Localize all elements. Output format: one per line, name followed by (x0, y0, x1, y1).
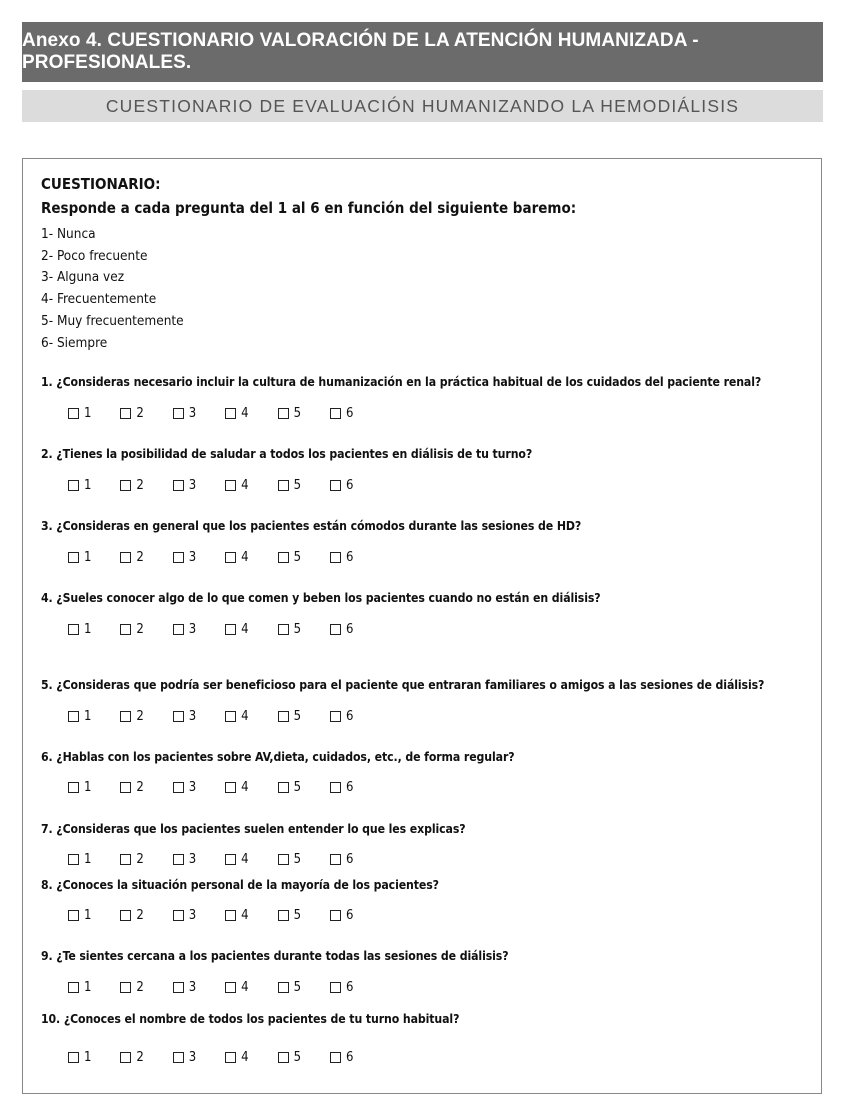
option-label: 3 (188, 708, 197, 724)
checkbox-icon[interactable] (330, 982, 341, 993)
option-10-1[interactable] (68, 1049, 120, 1065)
checkbox-icon[interactable] (120, 711, 131, 722)
option-8-1[interactable] (68, 907, 120, 923)
option-3-3[interactable] (173, 549, 225, 565)
option-6-6[interactable] (330, 779, 382, 795)
answer-options-2 (68, 477, 382, 493)
checkbox-icon[interactable] (225, 910, 236, 921)
option-label: 1 (84, 549, 92, 565)
answer-options-5 (68, 708, 382, 724)
option-4-4[interactable] (225, 621, 277, 637)
option-2-2[interactable] (120, 477, 172, 493)
option-10-3[interactable] (173, 1049, 225, 1065)
checkbox-icon[interactable] (120, 408, 131, 419)
option-label: 4 (241, 779, 249, 795)
option-10-4[interactable] (225, 1049, 277, 1065)
checkbox-icon[interactable] (330, 711, 341, 722)
option-label: 6 (345, 477, 354, 493)
option-label: 4 (241, 851, 249, 867)
option-2-6[interactable] (330, 477, 382, 493)
question-5: 5. ¿Consideras que podría ser beneficioso para el paciente que entraran familiares o amigos a las sesiones de diálisis? (41, 678, 765, 692)
checkbox-icon[interactable] (330, 408, 341, 419)
option-label: 6 (345, 708, 354, 724)
option-label: 1 (84, 979, 92, 995)
checkbox-icon[interactable] (68, 552, 79, 563)
option-label: 5 (293, 405, 302, 421)
question-6: 6. ¿Hablas con los pacientes sobre AV,dieta, cuidados, etc., de forma regular? (41, 750, 515, 764)
question-10: 10. ¿Conoces el nombre de todos los pacientes de tu turno habitual? (41, 1012, 460, 1026)
question-9: 9. ¿Te sientes cercana a los pacientes durante todas las sesiones de diálisis? (41, 949, 509, 963)
option-4-1[interactable] (68, 621, 120, 637)
option-8-5[interactable] (278, 907, 330, 923)
option-6-5[interactable] (278, 779, 330, 795)
option-label: 6 (345, 1049, 354, 1065)
answer-options-7 (68, 851, 382, 867)
checkbox-icon[interactable] (225, 982, 236, 993)
question-7: 7. ¿Consideras que los pacientes suelen entender lo que les explicas? (41, 822, 466, 836)
option-label: 1 (84, 851, 92, 867)
option-label: 5 (293, 907, 302, 923)
option-label: 3 (188, 1049, 197, 1065)
checkbox-icon[interactable] (330, 782, 341, 793)
option-label: 5 (293, 708, 302, 724)
option-10-5[interactable] (278, 1049, 330, 1065)
questionnaire-heading: CUESTIONARIO: (41, 175, 161, 193)
option-label: 2 (136, 979, 144, 995)
answer-options-8 (68, 907, 382, 923)
option-label: 2 (136, 549, 144, 565)
checkbox-icon[interactable] (120, 552, 131, 563)
option-1-2[interactable] (120, 405, 172, 421)
checkbox-icon[interactable] (225, 1052, 236, 1063)
checkbox-icon[interactable] (278, 408, 289, 419)
option-label: 2 (136, 1049, 144, 1065)
question-8: 8. ¿Conoces la situación personal de la mayoría de los pacientes? (41, 878, 439, 892)
option-label: 2 (136, 708, 144, 724)
option-7-5[interactable] (278, 851, 330, 867)
option-label: 6 (345, 621, 354, 637)
checkbox-icon[interactable] (173, 552, 184, 563)
checkbox-icon[interactable] (330, 1052, 341, 1063)
option-label: 1 (84, 405, 92, 421)
option-label: 6 (345, 979, 354, 995)
question-3: 3. ¿Consideras en general que los pacientes están cómodos durante las sesiones de HD? (41, 519, 582, 533)
checkbox-icon[interactable] (278, 552, 289, 563)
option-4-5[interactable] (278, 621, 330, 637)
option-label: 4 (241, 979, 249, 995)
option-label: 4 (241, 708, 249, 724)
scale-item-1: 1- Nunca (41, 226, 96, 242)
checkbox-icon[interactable] (120, 910, 131, 921)
option-9-1[interactable] (68, 979, 120, 995)
option-label: 3 (188, 851, 197, 867)
option-5-4[interactable] (225, 708, 277, 724)
checkbox-icon[interactable] (225, 480, 236, 491)
checkbox-icon[interactable] (68, 480, 79, 491)
answer-options-4 (68, 621, 382, 637)
option-label: 3 (188, 621, 197, 637)
option-label: 2 (136, 907, 144, 923)
option-10-2[interactable] (120, 1049, 172, 1065)
option-label: 4 (241, 549, 249, 565)
checkbox-icon[interactable] (173, 624, 184, 635)
checkbox-icon[interactable] (278, 854, 289, 865)
option-9-4[interactable] (225, 979, 277, 995)
checkbox-icon[interactable] (68, 1052, 79, 1063)
option-2-1[interactable] (68, 477, 120, 493)
option-5-6[interactable] (330, 708, 382, 724)
scale-item-6: 6- Siempre (41, 335, 108, 351)
checkbox-icon[interactable] (173, 910, 184, 921)
answer-options-10 (68, 1049, 382, 1065)
option-label: 4 (241, 1049, 249, 1065)
checkbox-icon[interactable] (225, 854, 236, 865)
checkbox-icon[interactable] (278, 782, 289, 793)
checkbox-icon[interactable] (225, 711, 236, 722)
answer-options-9 (68, 979, 382, 995)
checkbox-icon[interactable] (278, 480, 289, 491)
checkbox-icon[interactable] (173, 782, 184, 793)
checkbox-icon[interactable] (68, 408, 79, 419)
option-label: 2 (136, 405, 144, 421)
option-4-6[interactable] (330, 621, 382, 637)
checkbox-icon[interactable] (120, 782, 131, 793)
checkbox-icon[interactable] (173, 711, 184, 722)
option-3-2[interactable] (120, 549, 172, 565)
option-3-4[interactable] (225, 549, 277, 565)
option-label: 4 (241, 907, 249, 923)
option-label: 2 (136, 621, 144, 637)
checkbox-icon[interactable] (225, 552, 236, 563)
option-9-2[interactable] (120, 979, 172, 995)
option-6-3[interactable] (173, 779, 225, 795)
option-7-4[interactable] (225, 851, 277, 867)
option-label: 5 (293, 549, 302, 565)
option-6-1[interactable] (68, 779, 120, 795)
option-3-5[interactable] (278, 549, 330, 565)
checkbox-icon[interactable] (330, 854, 341, 865)
checkbox-icon[interactable] (278, 624, 289, 635)
scale-item-5: 5- Muy frecuentemente (41, 313, 184, 329)
option-9-3[interactable] (173, 979, 225, 995)
option-label: 6 (345, 549, 354, 565)
checkbox-icon[interactable] (68, 624, 79, 635)
checkbox-icon[interactable] (278, 982, 289, 993)
option-label: 5 (293, 1049, 302, 1065)
document-title: Anexo 4. CUESTIONARIO VALORACIÓN DE LA ATENCIÓN HUMANIZADA - PROFESIONALES. (22, 22, 823, 82)
option-4-2[interactable] (120, 621, 172, 637)
answer-options-1 (68, 405, 382, 421)
option-7-1[interactable] (68, 851, 120, 867)
option-label: 5 (293, 779, 302, 795)
option-label: 5 (293, 621, 302, 637)
answer-options-6 (68, 779, 382, 795)
option-2-3[interactable] (173, 477, 225, 493)
question-2: 2. ¿Tienes la posibilidad de saludar a todos los pacientes en diálisis de tu turno? (41, 447, 533, 461)
option-5-5[interactable] (278, 708, 330, 724)
option-label: 1 (84, 708, 92, 724)
checkbox-icon[interactable] (68, 711, 79, 722)
checkbox-icon[interactable] (330, 624, 341, 635)
option-label: 4 (241, 477, 249, 493)
option-2-4[interactable] (225, 477, 277, 493)
option-9-5[interactable] (278, 979, 330, 995)
option-label: 2 (136, 851, 144, 867)
option-label: 3 (188, 477, 197, 493)
checkbox-icon[interactable] (68, 982, 79, 993)
instruction-text: Responde a cada pregunta del 1 al 6 en función del siguiente baremo: (41, 199, 577, 217)
scale-item-4: 4- Frecuentemente (41, 291, 157, 307)
option-2-5[interactable] (278, 477, 330, 493)
checkbox-icon[interactable] (120, 624, 131, 635)
option-3-6[interactable] (330, 549, 382, 565)
checkbox-icon[interactable] (330, 552, 341, 563)
checkbox-icon[interactable] (278, 910, 289, 921)
option-label: 6 (345, 907, 354, 923)
option-label: 3 (188, 907, 197, 923)
checkbox-icon[interactable] (173, 982, 184, 993)
option-label: 6 (345, 405, 354, 421)
option-label: 5 (293, 979, 302, 995)
checkbox-icon[interactable] (68, 782, 79, 793)
option-5-3[interactable] (173, 708, 225, 724)
checkbox-icon[interactable] (225, 782, 236, 793)
option-7-3[interactable] (173, 851, 225, 867)
option-7-2[interactable] (120, 851, 172, 867)
checkbox-icon[interactable] (330, 910, 341, 921)
option-label: 1 (84, 477, 92, 493)
option-1-5[interactable] (278, 405, 330, 421)
question-1: 1. ¿Consideras necesario incluir la cultura de humanización en la práctica habitual de los cuidados del paciente renal? (41, 375, 762, 389)
checkbox-icon[interactable] (120, 480, 131, 491)
option-label: 3 (188, 549, 197, 565)
option-label: 3 (188, 779, 197, 795)
option-label: 2 (136, 477, 144, 493)
option-1-4[interactable] (225, 405, 277, 421)
checkbox-icon[interactable] (120, 854, 131, 865)
checkbox-icon[interactable] (68, 854, 79, 865)
option-label: 3 (188, 979, 197, 995)
option-label: 2 (136, 779, 144, 795)
option-6-2[interactable] (120, 779, 172, 795)
document-subtitle: CUESTIONARIO DE EVALUACIÓN HUMANIZANDO LA HEMODIÁLISIS (22, 90, 823, 122)
checkbox-icon[interactable] (173, 408, 184, 419)
option-1-3[interactable] (173, 405, 225, 421)
option-9-6[interactable] (330, 979, 382, 995)
question-4: 4. ¿Sueles conocer algo de lo que comen y beben los pacientes cuando no están en diálisis? (41, 591, 601, 605)
answer-options-3 (68, 549, 382, 565)
option-1-1[interactable] (68, 405, 120, 421)
option-label: 5 (293, 851, 302, 867)
option-6-4[interactable] (225, 779, 277, 795)
option-label: 6 (345, 851, 354, 867)
checkbox-icon[interactable] (173, 1052, 184, 1063)
option-label: 1 (84, 907, 92, 923)
option-10-6[interactable] (330, 1049, 382, 1065)
checkbox-icon[interactable] (225, 408, 236, 419)
option-label: 1 (84, 621, 92, 637)
option-label: 1 (84, 1049, 92, 1065)
option-1-6[interactable] (330, 405, 382, 421)
option-8-4[interactable] (225, 907, 277, 923)
option-5-1[interactable] (68, 708, 120, 724)
checkbox-icon[interactable] (173, 854, 184, 865)
option-7-6[interactable] (330, 851, 382, 867)
checkbox-icon[interactable] (278, 711, 289, 722)
option-8-2[interactable] (120, 907, 172, 923)
option-8-6[interactable] (330, 907, 382, 923)
checkbox-icon[interactable] (120, 982, 131, 993)
option-label: 1 (84, 779, 92, 795)
option-3-1[interactable] (68, 549, 120, 565)
option-4-3[interactable] (173, 621, 225, 637)
option-label: 3 (188, 405, 197, 421)
checkbox-icon[interactable] (120, 1052, 131, 1063)
option-label: 4 (241, 405, 249, 421)
option-5-2[interactable] (120, 708, 172, 724)
option-8-3[interactable] (173, 907, 225, 923)
checkbox-icon[interactable] (225, 624, 236, 635)
checkbox-icon[interactable] (330, 480, 341, 491)
checkbox-icon[interactable] (68, 910, 79, 921)
scale-item-3: 3- Alguna vez (41, 269, 125, 285)
checkbox-icon[interactable] (173, 480, 184, 491)
checkbox-icon[interactable] (278, 1052, 289, 1063)
option-label: 5 (293, 477, 302, 493)
option-label: 4 (241, 621, 249, 637)
scale-item-2: 2- Poco frecuente (41, 248, 148, 264)
option-label: 6 (345, 779, 354, 795)
